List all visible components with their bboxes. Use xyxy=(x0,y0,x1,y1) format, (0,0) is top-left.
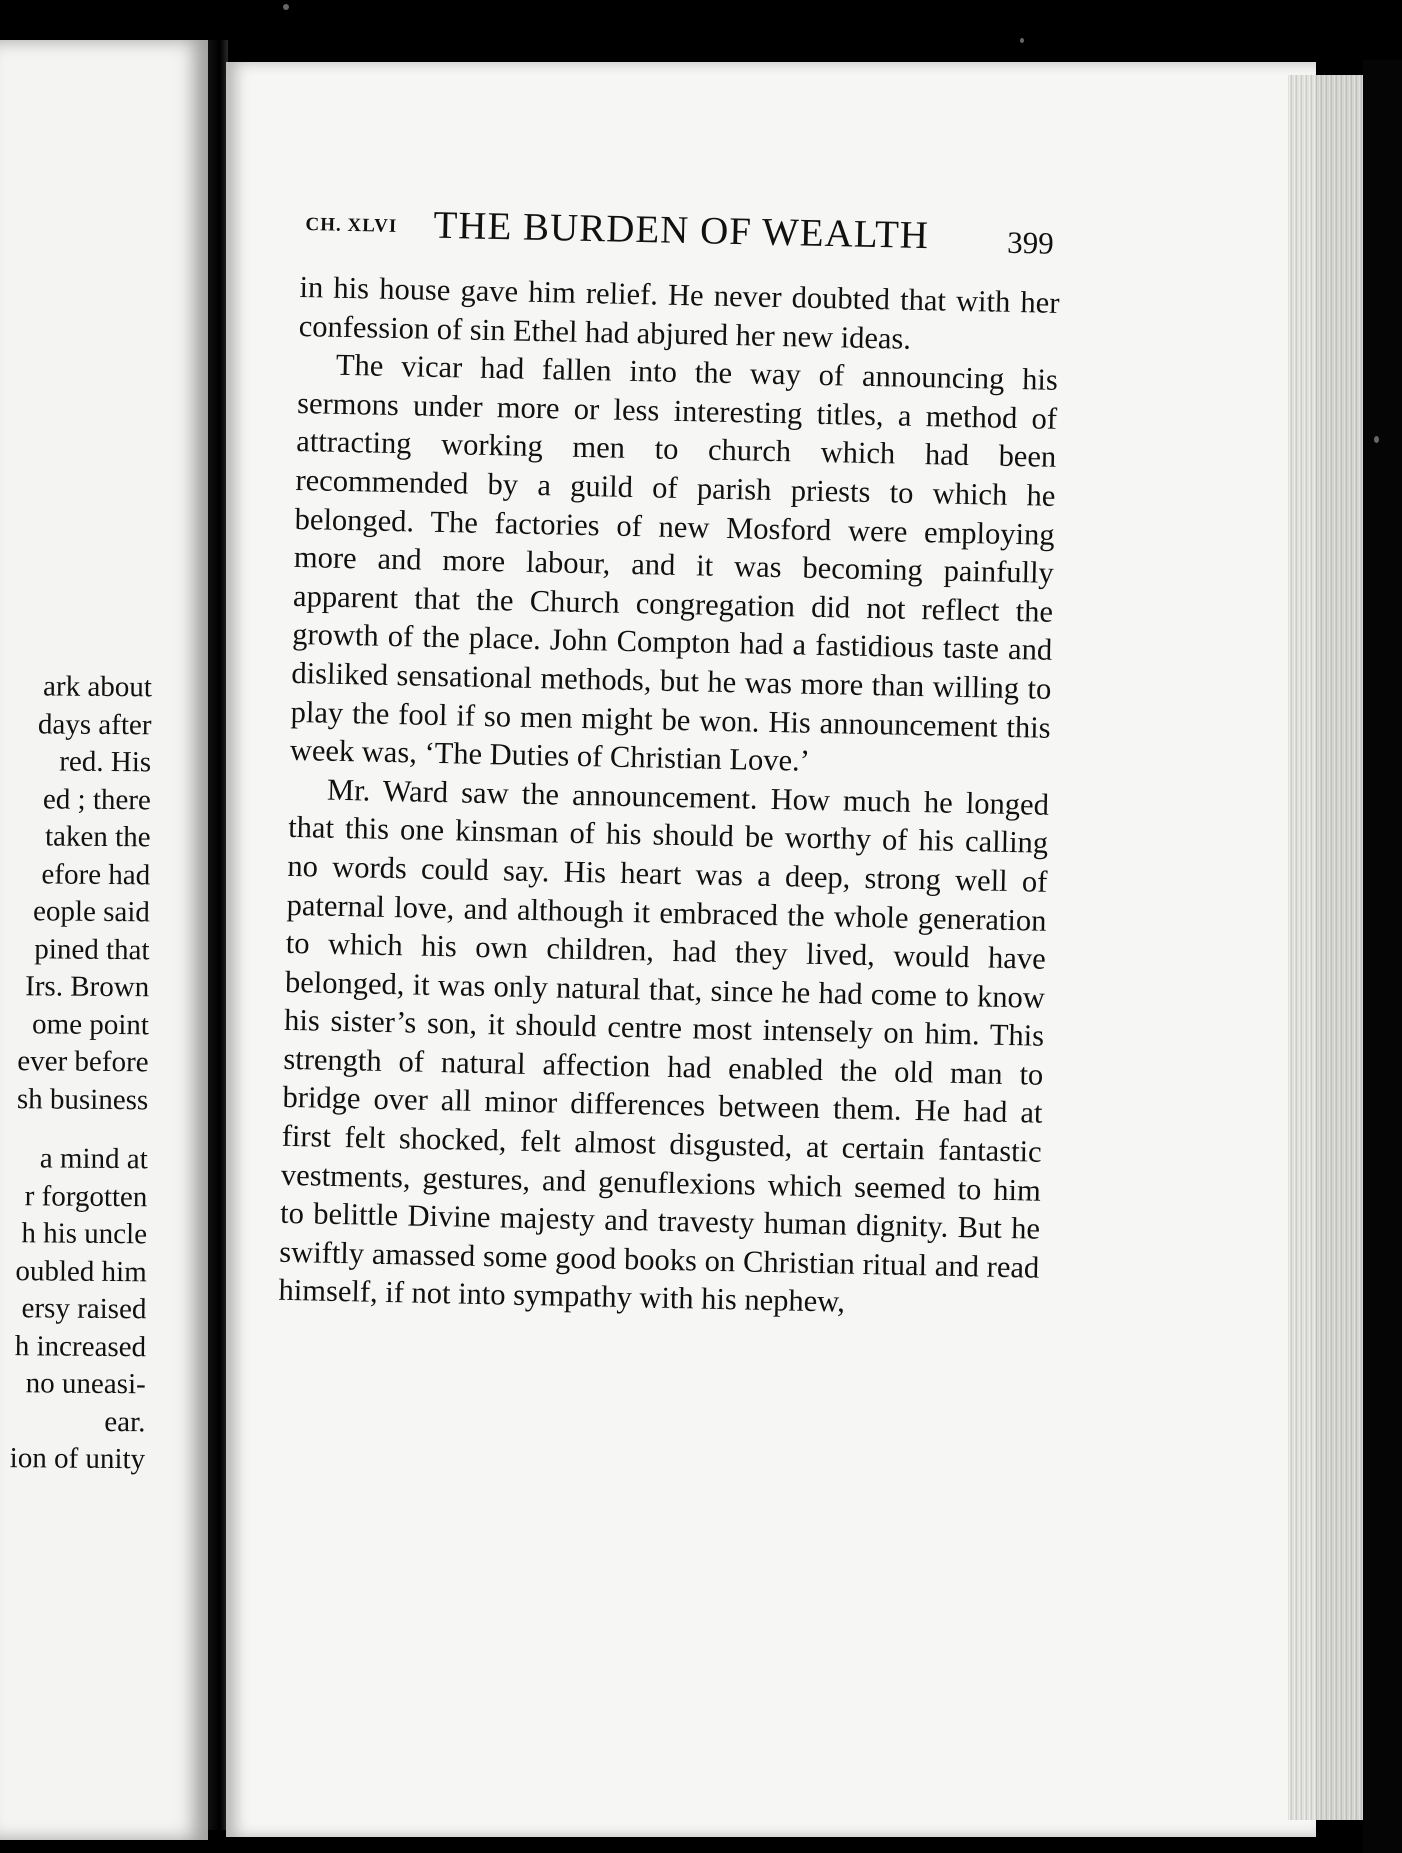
left-page-line: ion of unity xyxy=(9,1442,146,1476)
chapter-label: CH. XLVI xyxy=(305,213,398,237)
left-page-line: no uneasi- xyxy=(25,1367,146,1401)
left-page-line: oubled him xyxy=(15,1254,147,1288)
page-number: 399 xyxy=(1006,224,1055,261)
left-page-line: r forgotten xyxy=(24,1179,148,1213)
left-page-line: h his uncle xyxy=(21,1217,148,1251)
left-page-line: sh business xyxy=(16,1082,149,1116)
left-page-line: ersy raised xyxy=(21,1292,147,1326)
left-page-line: efore had xyxy=(41,857,151,891)
left-page-line: h increased xyxy=(14,1329,147,1363)
left-page-line: a mind at xyxy=(39,1142,148,1176)
left-page-line: taken the xyxy=(44,820,151,854)
left-page-line: red. His xyxy=(59,745,152,779)
scan-speck xyxy=(283,4,289,10)
paragraph: Mr. Ward saw the announcement. How much he longed that this one kinsman of his should be worthy of his calling no words could say. His heart was a deep, strong well of paternal love, and although it embraced the whole generation to which his own children, had they lived, would have belonged, it was only natural that, since he had come to know his sister’s son, it should centre most intensely on him. This strength of natural affection had enabled the old man to bridge over all minor differences between them. He had at first felt shocked, felt almost disgusted, at certain fantastic vestments, gestures, and genuflexions which seemed to him to belittle Divine majesty and travesty human dignity. But he swiftly amassed some good books on Christian ritual and read himself, if not into sympathy with his nephew, xyxy=(278,772,1050,1320)
page-body xyxy=(278,268,1060,1326)
left-page-line: pined that xyxy=(34,932,150,966)
left-page-text xyxy=(0,668,200,1479)
paragraph: The vicar had fallen into the way of announcing his sermons under more or less interesting titles, a method of attracting working men to church which had been recommended by a guild of parish priests to which he belonged. The factories of new Mosford were employing more and more labour, and it was becoming painfully apparent that the Church congregation did not reflect the growth of the place. John Compton had a fastidious taste and disliked sensational methods, but he was more than willing to play the fool if so men might be won. His announcement this week was, ‘The Duties of Christian Love.’ xyxy=(289,347,1059,778)
left-page-line: ark about xyxy=(42,670,152,704)
left-page-line: ear. xyxy=(104,1405,146,1438)
left-page-line: days after xyxy=(37,707,152,741)
chapter-title: THE BURDEN OF WEALTH xyxy=(433,203,930,258)
left-page-line: ed ; there xyxy=(42,782,151,816)
paragraph: in his house gave him relief. He never doubted that with her confession of sin Ethel had abjured her new ideas. xyxy=(298,269,1060,356)
left-page-line: ome point xyxy=(31,1007,150,1041)
scan-speck xyxy=(1020,38,1024,43)
scan-speck xyxy=(1374,436,1379,443)
book-gutter xyxy=(208,40,228,1830)
left-page-line: ever before xyxy=(17,1045,149,1079)
left-page-line: Irs. Brown xyxy=(25,970,150,1004)
left-page-line: eople said xyxy=(32,895,151,929)
page-edges xyxy=(1288,75,1363,1820)
scan-border xyxy=(1363,60,1402,1853)
